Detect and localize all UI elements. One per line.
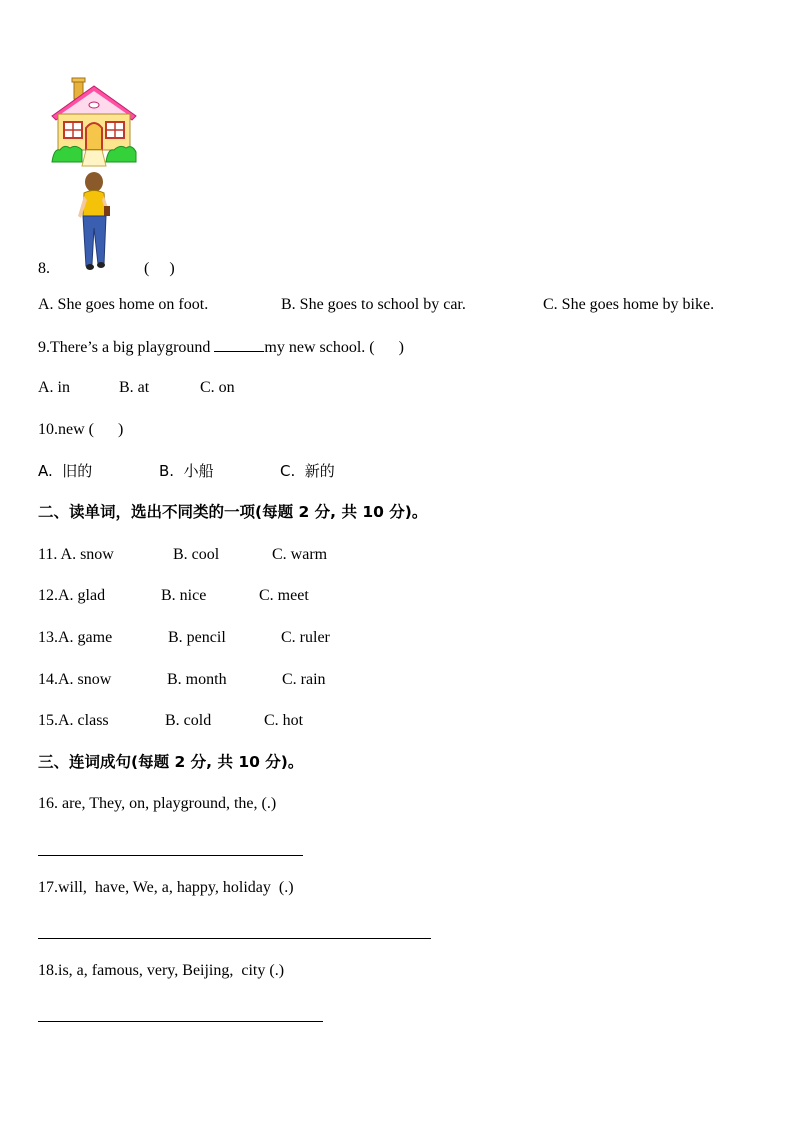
section2-heading: 二、读单词，选出不同类的一项(每题 2 分, 共 10 分)。 xyxy=(38,503,428,521)
q13-option-b: B. pencil xyxy=(168,629,226,646)
q8-option-c: C. She goes home by bike. xyxy=(543,296,715,313)
q11-option-c: C. warm xyxy=(272,546,328,563)
q11-option-a: 11. A. snow xyxy=(38,546,114,563)
q13-option-c: C. ruler xyxy=(281,629,330,646)
q12-option-c: C. meet xyxy=(259,587,309,604)
q16-answer-line[interactable] xyxy=(38,855,303,856)
q12-option-a: 12.A. glad xyxy=(38,587,106,604)
q9-stem xyxy=(38,337,404,358)
q10-option-a: A. 旧的 xyxy=(38,462,93,480)
q18-answer-line[interactable] xyxy=(38,1021,323,1022)
q12-option-b: B. nice xyxy=(161,587,207,604)
q14-option-a: 14.A. snow xyxy=(38,671,112,688)
girl-icon xyxy=(78,172,110,270)
q8-option-b: B. She goes to school by car. xyxy=(281,296,466,313)
girl-walking-to-house-icon xyxy=(48,76,140,276)
q9-option-a: A. in xyxy=(38,379,70,396)
q8-answer-paren: ( ) xyxy=(144,260,175,277)
q15-option-c: C. hot xyxy=(264,712,304,729)
q10-option-b: B. 小船 xyxy=(159,462,214,480)
q9-option-c: C. on xyxy=(200,379,235,396)
section3-heading: 三、连词成句(每题 2 分, 共 10 分)。 xyxy=(38,753,304,771)
house-icon xyxy=(52,78,136,166)
q18-stem: 18.is, a, famous, very, Beijing, city (.) xyxy=(38,962,285,979)
q11-option-b: B. cool xyxy=(173,546,220,563)
q10-stem: 10.new ( ) xyxy=(38,421,124,438)
q17-answer-line[interactable] xyxy=(38,938,431,939)
q14-option-c: C. rain xyxy=(282,671,326,688)
q9-stem-before: 9.There’s a big playground xyxy=(38,339,215,356)
q8-option-a: A. She goes home on foot. xyxy=(38,296,209,313)
q9-stem-after: my new school. ( ) xyxy=(264,339,404,356)
q8-number: 8. xyxy=(38,260,50,277)
q15-option-b: B. cold xyxy=(165,712,212,729)
q9-blank xyxy=(214,337,264,352)
q10-option-c: C. 新的 xyxy=(280,462,335,480)
q14-option-b: B. month xyxy=(167,671,227,688)
q15-option-a: 15.A. class xyxy=(38,712,109,729)
q9-option-b: B. at xyxy=(119,379,150,396)
q16-stem: 16. are, They, on, playground, the, (.) xyxy=(38,795,277,812)
q13-option-a: 13.A. game xyxy=(38,629,113,646)
q17-stem: 17.will, have, We, a, happy, holiday (.) xyxy=(38,879,294,896)
